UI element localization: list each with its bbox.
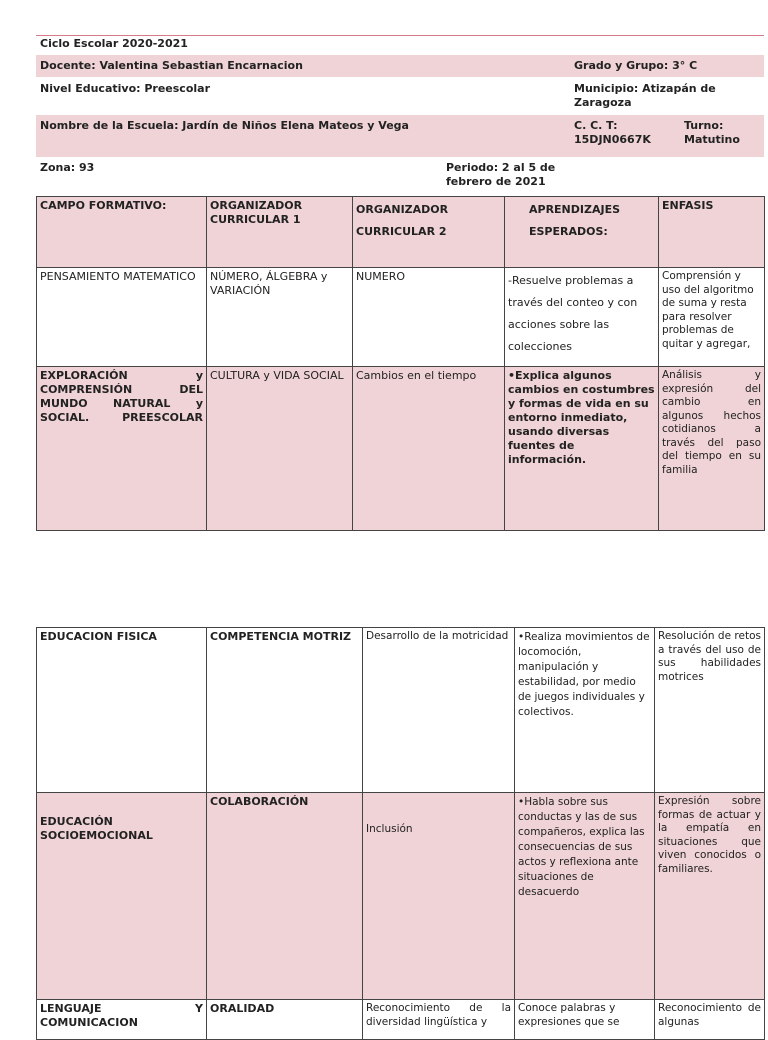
ciclo-escolar: Ciclo Escolar 2020-2021 <box>40 37 188 50</box>
table-row <box>37 1000 765 1040</box>
cell-organizador-1: ORALIDAD <box>207 1000 363 1040</box>
header-row-docente <box>36 55 764 78</box>
zona: Zona: 93 <box>40 161 95 174</box>
cell-organizador-2: Reconocimiento de la diversidad lingüística y <box>363 1000 515 1040</box>
table-row <box>37 367 765 531</box>
header-row-ciclo <box>36 36 764 55</box>
cell-organizador-1: NÚMERO, ÁLGEBRA y VARIACIÓN <box>207 268 353 367</box>
cell-aprendizaje: •Realiza movimientos de locomoción, manipulación y estabilidad, por medio de juegos individuales y colectivos. <box>515 628 655 793</box>
document-header <box>36 35 764 198</box>
cell-organizador-1: COMPETENCIA MOTRIZ <box>207 628 363 793</box>
cell-aprendizaje: -Resuelve problemas a través del conteo y con acciones sobre las colecciones <box>505 268 659 367</box>
table-row <box>37 628 765 793</box>
municipio: Municipio: Atizapán de Zaragoza <box>574 82 716 109</box>
cell-organizador-2: Cambios en el tiempo <box>353 367 505 531</box>
planning-table-1 <box>36 196 765 531</box>
nivel-educativo: Nivel Educativo: Preescolar <box>40 82 211 95</box>
cell-enfasis: Comprensión y uso del algoritmo de suma y resta para resolver problemas de quitar y agregar, <box>659 268 765 367</box>
cell-campo: EXPLORACIÓN y COMPRENSIÓN DEL MUNDO NATURAL y SOCIAL. PREESCOLAR <box>37 367 207 531</box>
cell-enfasis: Análisis y expresión del cambio en algunos hechos cotidianos a través del paso del tiempo en su familia <box>659 367 765 531</box>
header-row-nivel <box>36 78 764 115</box>
header-row-escuela <box>36 115 764 158</box>
cct-label: C. C. T: <box>574 119 618 132</box>
cell-enfasis: Expresión sobre formas de actuar y la empatía en situaciones que viven conocidos o familiares. <box>655 793 765 1000</box>
cell-organizador-1: COLABORACIÓN <box>207 793 363 1000</box>
docente: Docente: Valentina Sebastian Encarnacion <box>40 59 303 72</box>
grado-grupo: Grado y Grupo: 3° C <box>574 59 698 72</box>
cct-value: 15DJN0667K <box>574 133 651 146</box>
table-row <box>37 793 765 1000</box>
cell-aprendizaje: •Habla sobre sus conductas y las de sus compañeros, explica las consecuencias de sus actos y reflexiona ante situaciones de desacuerdo <box>515 793 655 1000</box>
cell-organizador-1: CULTURA y VIDA SOCIAL <box>207 367 353 531</box>
cell-enfasis: Resolución de retos a través del uso de sus habilidades motrices <box>655 628 765 793</box>
header-row-zona <box>36 158 764 198</box>
table-header-row <box>37 197 765 268</box>
turno-value: Matutino <box>684 133 740 146</box>
cell-campo: LENGUAJE Y COMUNICACION <box>37 1000 207 1040</box>
cell-organizador-2: NUMERO <box>353 268 505 367</box>
header-enfasis: ENFASIS <box>659 197 765 268</box>
cell-aprendizaje: •Explica algunos cambios en costumbres y formas de vida en su entorno inmediato, usando diversas fuentes de información. <box>505 367 659 531</box>
header-organizador-2: ORGANIZADOR CURRICULAR 2 <box>353 197 505 268</box>
turno-label: Turno: <box>684 119 724 132</box>
periodo: Periodo: 2 al 5 de febrero de 2021 <box>446 161 556 188</box>
cell-organizador-2: Desarrollo de la motricidad <box>363 628 515 793</box>
cell-campo: EDUCACION FISICA <box>37 628 207 793</box>
cell-campo: EDUCACIÓN SOCIOEMOCIONAL <box>37 793 207 1000</box>
table-row <box>37 268 765 367</box>
header-aprendizajes: APRENDIZAJES ESPERADOS: <box>505 197 659 268</box>
cell-enfasis: Reconocimiento de algunas <box>655 1000 765 1040</box>
planning-table-2 <box>36 627 765 1040</box>
cell-organizador-2: Inclusión <box>363 793 515 1000</box>
cell-campo: PENSAMIENTO MATEMATICO <box>37 268 207 367</box>
nombre-escuela: Nombre de la Escuela: Jardín de Niños Elena Mateos y Vega <box>40 119 409 132</box>
header-organizador-1: ORGANIZADOR CURRICULAR 1 <box>207 197 353 268</box>
header-campo-formativo: CAMPO FORMATIVO: <box>37 197 207 268</box>
cell-aprendizaje: Conoce palabras y expresiones que se <box>515 1000 655 1040</box>
